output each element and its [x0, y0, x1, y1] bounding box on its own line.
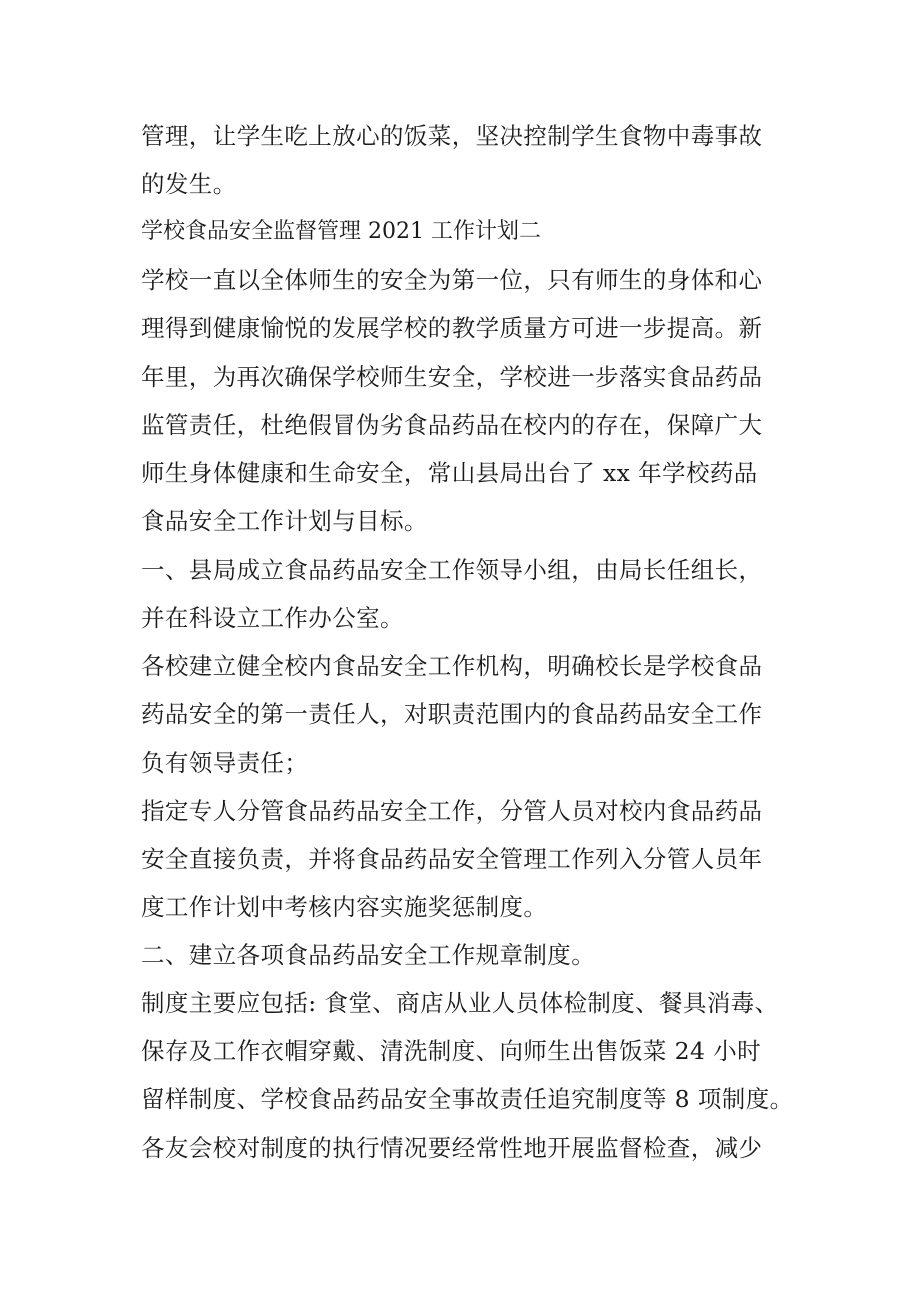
paragraph-line: 各校建立健全校内食品安全工作机构，明确校长是学校食品	[141, 652, 763, 680]
paragraph-line: 安全直接负责，并将食品药品安全管理工作列入分管人员年	[141, 845, 763, 873]
paragraph-line: 二、建立各项食品药品安全工作规章制度。	[141, 941, 596, 969]
paragraph-line: 指定专人分管食品药品安全工作，分管人员对校内食品药品	[141, 797, 763, 825]
paragraph-line: 留样制度、学校食品药品安全事故责任追究制度等 8 项制度。	[141, 1085, 794, 1113]
paragraph-line: 师生身体健康和生命安全，常山县局出台了 xx 年学校药品	[141, 459, 758, 487]
paragraph-line: 年里，为再次确保学校师生安全，学校进一步落实食品药品	[141, 363, 763, 391]
paragraph-line: 一、县局成立食品药品安全工作领导小组，由局长任组长，	[141, 556, 763, 584]
paragraph-line: 并在科设立工作办公室。	[141, 604, 404, 632]
paragraph-line: 制度主要应包括: 食堂、商店从业人员体检制度、餐具消毒、	[141, 989, 779, 1017]
paragraph-line: 度工作计划中考核内容实施奖惩制度。	[141, 893, 548, 921]
paragraph-line: 药品安全的第一责任人，对职责范围内的食品药品安全工作	[141, 700, 763, 728]
paragraph-line: 学校一直以全体师生的安全为第一位，只有师生的身体和心	[141, 266, 763, 294]
paragraph-line: 各友会校对制度的执行情况要经常性地开展监督检查，减少	[141, 1134, 763, 1162]
paragraph-line: 负有领导责任；	[141, 749, 309, 777]
paragraph-line: 的发生。	[141, 170, 237, 198]
paragraph-line: 食品安全工作计划与目标。	[141, 507, 428, 535]
section-heading: 学校食品安全监督管理 2021 工作计划二	[141, 219, 541, 244]
paragraph-line: 保存及工作衣帽穿戴、清洗制度、向师生出售饭菜 24 小时	[141, 1037, 762, 1065]
paragraph-line: 监管责任，杜绝假冒伪劣食品药品在校内的存在，保障广大	[141, 411, 763, 439]
paragraph-line: 理得到健康愉悦的发展学校的教学质量方可进一步提高。新	[141, 314, 763, 342]
paragraph-line: 管理，让学生吃上放心的饭菜，坚决控制学生食物中毒事故	[141, 122, 763, 150]
